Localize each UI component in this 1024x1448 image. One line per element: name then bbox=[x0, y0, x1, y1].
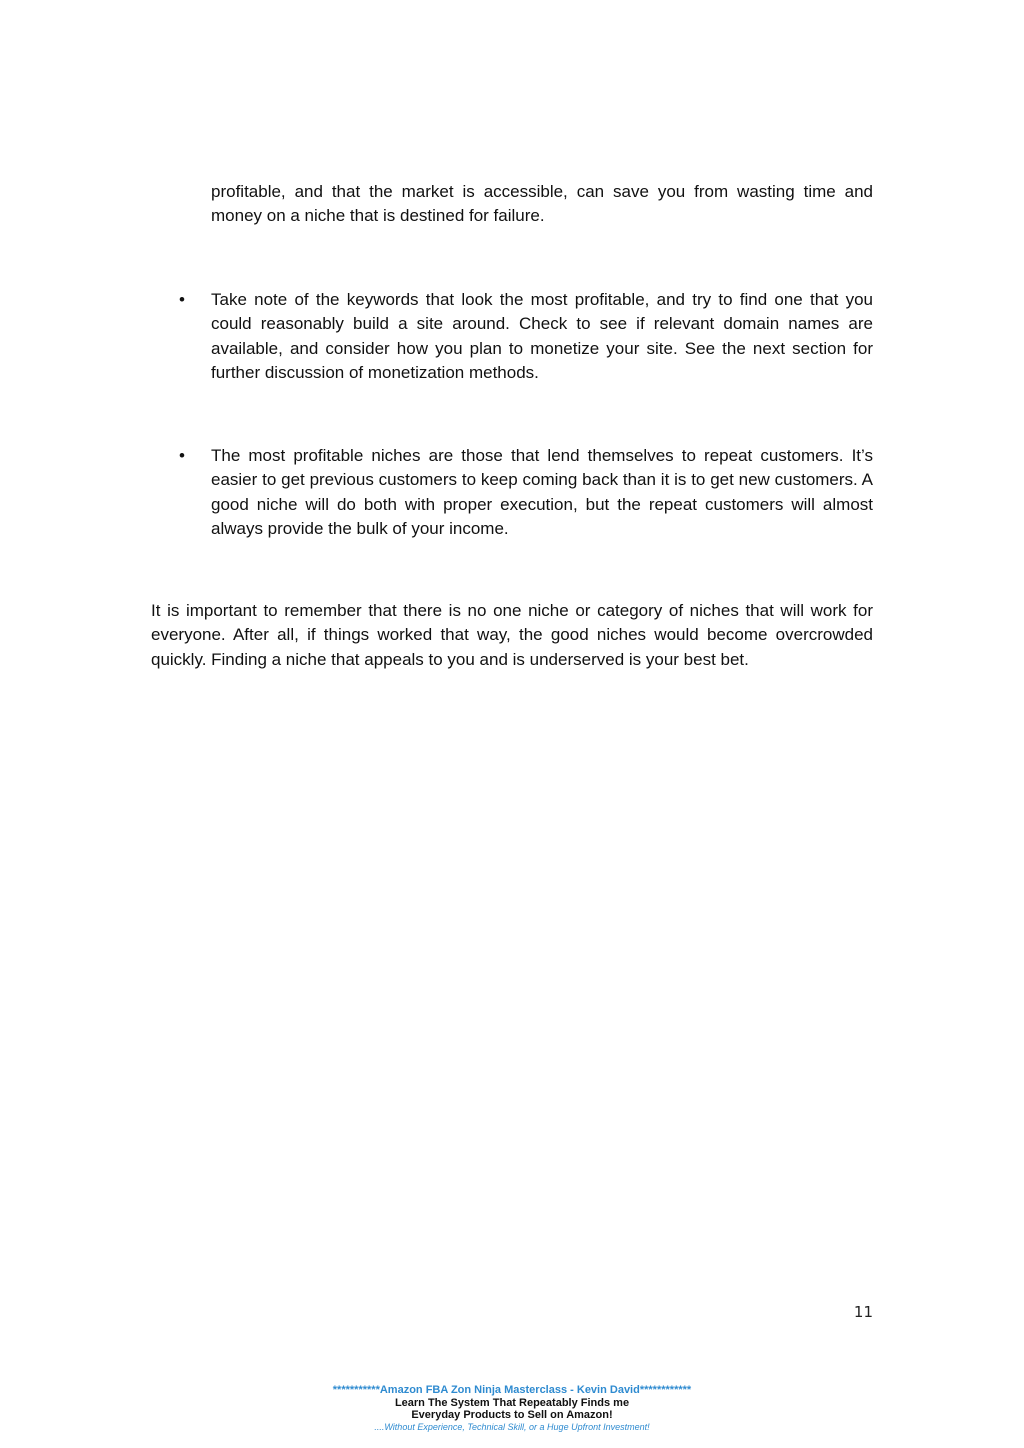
footer-tagline-2: Everyday Products to Sell on Amazon! bbox=[411, 1409, 613, 1421]
closing-paragraph: It is important to remember that there is no one niche or category of niches that will work for everyone. After all, if things worked that way, the good niches would become overcrowded quickly. Finding a niche that appeals to you and is underserved is your best bet. bbox=[151, 601, 873, 669]
footer-subtagline: ....Without Experience, Technical Skill, or a Huge Upfront Investment! bbox=[374, 1422, 650, 1432]
bullet-text: The most profitable niches are those that lend themselves to repeat customers. It’s easier to get previous customers to keep coming back than it is to get new customers. A good niche will do both with proper execution, but the repeat customers will almost always provide the bulk of your income. bbox=[211, 446, 873, 538]
bullet-marker: • bbox=[179, 290, 185, 309]
footer-tagline-1: Learn The System That Repeatably Finds me bbox=[394, 1397, 630, 1409]
footer-banner bbox=[262, 1384, 762, 1433]
footer-title: ***********Amazon FBA Zon Ninja Masterclass - Kevin David************ bbox=[332, 1384, 692, 1396]
continuation-paragraph: profitable, and that the market is accessible, can save you from wasting time and money on a niche that is destined for failure. bbox=[211, 182, 873, 226]
bullet-text: Take note of the keywords that look the most profitable, and try to find one that you could reasonably build a site around. Check to see if relevant domain names are available, and consider how you plan to monetize your site. See the next section for further discussion of monetization methods. bbox=[211, 290, 873, 382]
page-number: 11 bbox=[853, 1303, 873, 1321]
bullet-marker: • bbox=[179, 446, 185, 465]
